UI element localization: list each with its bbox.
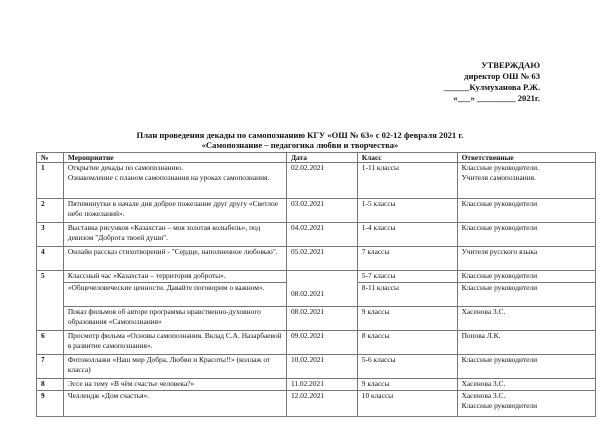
cell-class [357,283,457,307]
cell-responsible-text: Классные руководители [461,400,538,410]
cell-responsible-text: Классные руководители [461,199,538,209]
cell-date-text: 12.02.2021 [290,391,325,401]
cell-class [357,223,457,247]
cell-responsible-text: Классные руководители [461,355,538,365]
cell-event [63,391,286,417]
cell-responsible [457,199,595,223]
header-event: Мероприятие [63,153,286,163]
cell-date [286,391,357,417]
cell-responsible-text: Учителя русского языка [461,247,538,257]
approval-date: «___» _________ 2021г. [453,93,540,103]
cell-responsible-text: Попова Л.К. [461,331,501,341]
cell-responsible [457,391,595,417]
cell-date-text: 05.02.2021 [290,247,325,257]
cell-event-text: Классный час «Казахстан – территория доброты». [67,271,226,281]
cell-class-text: 9 классы [361,307,390,317]
cell-num [37,223,64,247]
cell-event-text: Фотоколлажи «Наш мир Добра, Любви и Красоты!!» (коллаж от класса) [67,355,271,374]
cell-event-text: Открытие декады по самопознанию. [67,163,183,173]
table-row [37,355,596,379]
table-row [37,391,596,417]
cell-date-text: 02.02.2021 [290,163,325,173]
cell-responsible [457,163,595,199]
cell-event-text: Эссе на тему «В чём счастье человека?» [67,379,195,389]
cell-num-text: 3 [41,223,45,233]
cell-class [357,379,457,391]
cell-event-text: «Общечеловеческие ценности. Давайте поговорим о важном». [67,283,265,293]
plan-table [36,152,596,417]
cell-num [37,247,64,271]
table-row [37,307,596,331]
cell-date [286,355,357,379]
cell-event [63,283,286,307]
cell-event [63,199,286,223]
cell-num-text: 6 [41,331,45,341]
cell-num-text: 7 [41,355,45,365]
table-row [37,199,596,223]
cell-date [286,199,357,223]
cell-date-text: 04.02.2021 [290,223,325,233]
cell-class-text: 1-4 классы [361,223,396,233]
cell-event-text: Показ фильмов об авторе программы нравственно-духовного образования «Самопознания» [67,307,261,326]
cell-class-text: 10 классы [361,391,394,401]
cell-class-text: 7 классы [361,247,390,257]
cell-responsible [457,271,595,283]
approval-heading: УТВЕРЖДАЮ [481,60,540,70]
cell-class-text: 1-5 классы [361,199,396,209]
cell-class-text: 5-7 классы [361,271,396,281]
cell-class [357,331,457,355]
cell-event [63,355,286,379]
cell-class [357,163,457,199]
cell-event-text: Ознакомление с планом самопознания на уроках самопознания. [67,172,270,182]
cell-class-text: 8-11 классы [361,283,399,293]
cell-class [357,391,457,417]
cell-date-text: 08.02.2021 [290,289,325,298]
cell-responsible [457,283,595,307]
table-row [37,271,596,283]
cell-date [286,379,357,391]
document-title [0,130,600,150]
cell-responsible-text: Хасенова З.С. [461,307,506,317]
cell-class-text: 1-11 классы [361,163,399,173]
approval-signature: ______Кулмуханова Р.Ж. [443,82,540,92]
cell-num-text: 1 [41,163,45,173]
table-header-row [37,153,596,163]
cell-event-text: Онлайн рассказ стихотворений - "Сердце, наполненное любовью". [67,247,278,257]
cell-responsible [457,331,595,355]
table-row [37,331,596,355]
cell-num [37,331,64,355]
table-row [37,247,596,271]
header-class: Класс [357,153,457,163]
cell-class-text: 9 классы [361,379,390,389]
cell-event [63,307,286,331]
cell-num [37,355,64,379]
cell-responsible-text: Классные руководители [461,271,538,281]
header-responsible: Ответственные [457,153,595,163]
cell-date-text: 11.02.2021 [290,379,324,389]
cell-class [357,199,457,223]
cell-date [286,331,357,355]
cell-num-text: 4 [41,247,45,257]
cell-event-text: Просмотр фильма «Основы самопознания. Вклад С.А. Назарбаевой в развитие самопознания». [67,331,282,350]
approval-position: директор ОШ № 63 [464,71,540,81]
cell-event [63,271,286,283]
cell-date [286,271,357,307]
header-num: № [37,153,64,163]
cell-responsible [457,307,595,331]
cell-num-text: 8 [41,379,45,389]
cell-event [63,247,286,271]
cell-num [37,379,64,391]
cell-class [357,355,457,379]
cell-date [286,247,357,271]
cell-num [37,163,64,199]
cell-num [37,199,64,223]
cell-class-text: 5-6 классы [361,355,396,365]
cell-num [37,271,64,331]
cell-date [286,163,357,199]
table-body [37,163,596,417]
cell-date [286,223,357,247]
cell-responsible-text: Учителя самопознания. [461,172,536,182]
cell-date-text: 03.02.2021 [290,199,325,209]
table-row [37,163,596,199]
cell-num-text: 5 [41,271,45,281]
cell-event-text: Челлендж «Дом счастья». [67,391,149,401]
cell-responsible-text: Хасенова З.С. [461,379,506,389]
approval-block [444,60,540,104]
cell-class-text: 8 классы [361,331,390,341]
cell-num-text: 9 [41,391,45,401]
cell-date [286,307,357,331]
cell-num-text: 2 [41,199,45,209]
cell-responsible-text: Хасенова З.С. [461,391,506,401]
cell-responsible-text: Классные руководители [461,223,538,233]
cell-date-text: 09.02.2021 [290,331,325,341]
cell-event [63,379,286,391]
cell-responsible-text: Классные руководители. [461,163,539,173]
header-date: Дата [286,153,357,163]
cell-event-text: Выставка рисунков «Казахстан – моя золотая колыбель», под девизом "Доброта твоей души". [67,223,261,242]
cell-date-text: 10.02.2021 [290,355,325,365]
cell-responsible-text: Классные руководители [461,283,538,293]
cell-num [37,391,64,417]
table-row [37,379,596,391]
title-line-2: «Самопознание – педагогика любви и творчества» [201,140,399,150]
cell-event [63,163,286,199]
cell-event-text: Пятиминутки в начале дня доброе пожелание друг другу «Светлое небо пожеланий». [67,199,279,218]
cell-event [63,223,286,247]
cell-class [357,271,457,283]
cell-date-text: 08.02.2021 [290,307,325,317]
cell-class [357,307,457,331]
cell-event [63,331,286,355]
table-row [37,223,596,247]
cell-class [357,247,457,271]
cell-responsible [457,379,595,391]
cell-responsible [457,247,595,271]
cell-responsible [457,223,595,247]
title-line-1: План проведения декады по самопознанию КГУ «ОШ № 63» с 02-12 февраля 2021 г. [136,130,464,140]
cell-responsible [457,355,595,379]
